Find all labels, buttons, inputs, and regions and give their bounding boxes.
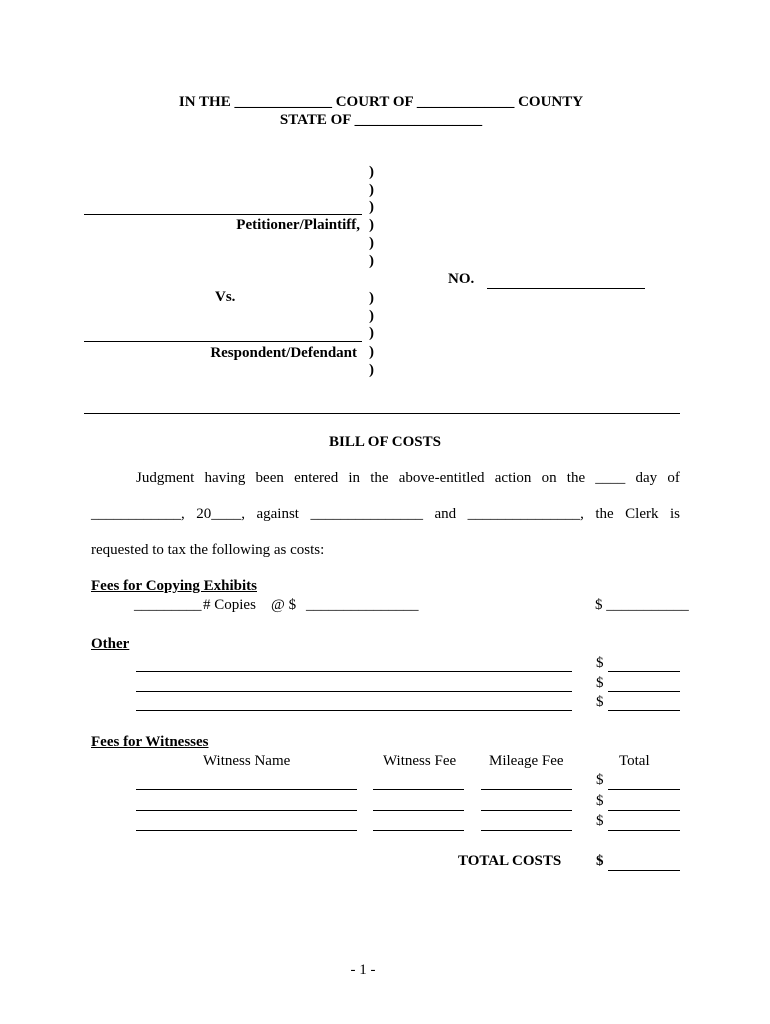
judgment-word: is (669, 506, 680, 522)
respondent-name-line[interactable] (84, 341, 362, 342)
judgment-word: the (595, 506, 614, 522)
judgment-word: been (255, 470, 284, 486)
judgment-word: entered (294, 470, 339, 486)
other-amount-line[interactable] (608, 691, 680, 692)
mileage-fee-line[interactable] (481, 830, 572, 831)
caption-divider (84, 413, 680, 414)
total-costs-label: TOTAL COSTS (458, 853, 562, 869)
at-price-label: @ $ (271, 597, 297, 613)
judgment-word: Clerk (625, 506, 659, 522)
state-line: STATE OF _________________ (279, 112, 483, 128)
witness-total-line[interactable] (608, 789, 680, 790)
judgment-word: the (370, 470, 389, 486)
other-description-line[interactable] (136, 710, 572, 711)
mileage-fee-line[interactable] (481, 789, 572, 790)
other-amount-line[interactable] (608, 710, 680, 711)
case-number-field[interactable] (487, 288, 645, 289)
judgment-word: and (434, 506, 457, 522)
case-no-label: NO. (448, 271, 475, 287)
caption-paren: ) (369, 325, 374, 341)
caption-paren: ) (369, 308, 374, 324)
caption-paren: ) (369, 344, 374, 360)
dollar-sign: $ (596, 694, 604, 710)
judgment-word: action (494, 470, 532, 486)
caption-paren: ) (369, 182, 374, 198)
respondent-label: Respondent/Defendant (210, 345, 357, 361)
other-description-line[interactable] (136, 691, 572, 692)
judgment-word: above-entitled (398, 470, 485, 486)
witness-total-line[interactable] (608, 830, 680, 831)
page-number: - 1 - (350, 962, 376, 978)
copies-label: # Copies (203, 597, 256, 613)
dollar-sign: $ (596, 772, 604, 788)
copying-heading: Fees for Copying Exhibits (91, 578, 257, 594)
judgment-word[interactable]: _______________, (467, 506, 584, 522)
judgment-word: day (635, 470, 658, 486)
judgment-word[interactable]: ____ (595, 470, 626, 486)
dollar-sign: $ (596, 813, 604, 829)
other-amount-line[interactable] (608, 671, 680, 672)
caption-paren: ) (369, 164, 374, 180)
judgment-word: Judgment (136, 470, 195, 486)
other-heading: Other (91, 636, 130, 652)
petitioner-label: Petitioner/Plaintiff, (236, 217, 360, 233)
judgment-word: of (667, 470, 680, 486)
judgment-word[interactable]: ____________, (91, 506, 185, 522)
mileage-fee-line[interactable] (481, 810, 572, 811)
dollar-sign: $ (596, 793, 604, 809)
witness-fee-line[interactable] (373, 830, 464, 831)
witness-total-line[interactable] (608, 810, 680, 811)
dollar-sign: $ (596, 675, 604, 691)
dollar-sign: $ (596, 655, 604, 671)
witness-fee-line[interactable] (373, 810, 464, 811)
caption-paren: ) (369, 362, 374, 378)
caption-paren: ) (369, 253, 374, 269)
copying-total-field[interactable]: $ ___________ (595, 597, 689, 613)
judgment-word[interactable]: 20____, (196, 506, 245, 522)
judgment-word: in (348, 470, 361, 486)
judgment-word: the (566, 470, 586, 486)
witness-name-line[interactable] (136, 789, 357, 790)
dollar-sign: $ (596, 853, 604, 869)
witnesses-heading: Fees for Witnesses (91, 734, 209, 750)
col-witness-fee: Witness Fee (383, 753, 457, 769)
other-description-line[interactable] (136, 671, 572, 672)
judgment-line-3: requested to tax the following as costs: (91, 542, 325, 558)
col-witness-name: Witness Name (203, 753, 291, 769)
judgment-word: having (204, 470, 246, 486)
total-costs-line[interactable] (608, 870, 680, 871)
judgment-word[interactable]: _______________ (310, 506, 423, 522)
vs-label: Vs. (215, 289, 236, 305)
price-per-copy-field[interactable]: _______________ (306, 597, 419, 613)
caption-paren: ) (369, 290, 374, 306)
col-total: Total (619, 753, 650, 769)
petitioner-name-line[interactable] (84, 214, 362, 215)
witness-name-line[interactable] (136, 830, 357, 831)
caption-paren: ) (369, 235, 374, 251)
judgment-line-2 (91, 506, 680, 523)
caption-paren: ) (369, 217, 374, 233)
witness-name-line[interactable] (136, 810, 357, 811)
col-mileage-fee: Mileage Fee (489, 753, 564, 769)
copies-count-field[interactable]: _________ (134, 597, 202, 613)
document-title: BILL OF COSTS (329, 434, 441, 450)
judgment-word: against (256, 506, 299, 522)
judgment-line-1 (136, 470, 680, 487)
caption-paren: ) (369, 199, 374, 215)
judgment-word: on (541, 470, 557, 486)
witness-fee-line[interactable] (373, 789, 464, 790)
court-line: IN THE _____________ COURT OF _____________ COUNTY (178, 94, 584, 110)
